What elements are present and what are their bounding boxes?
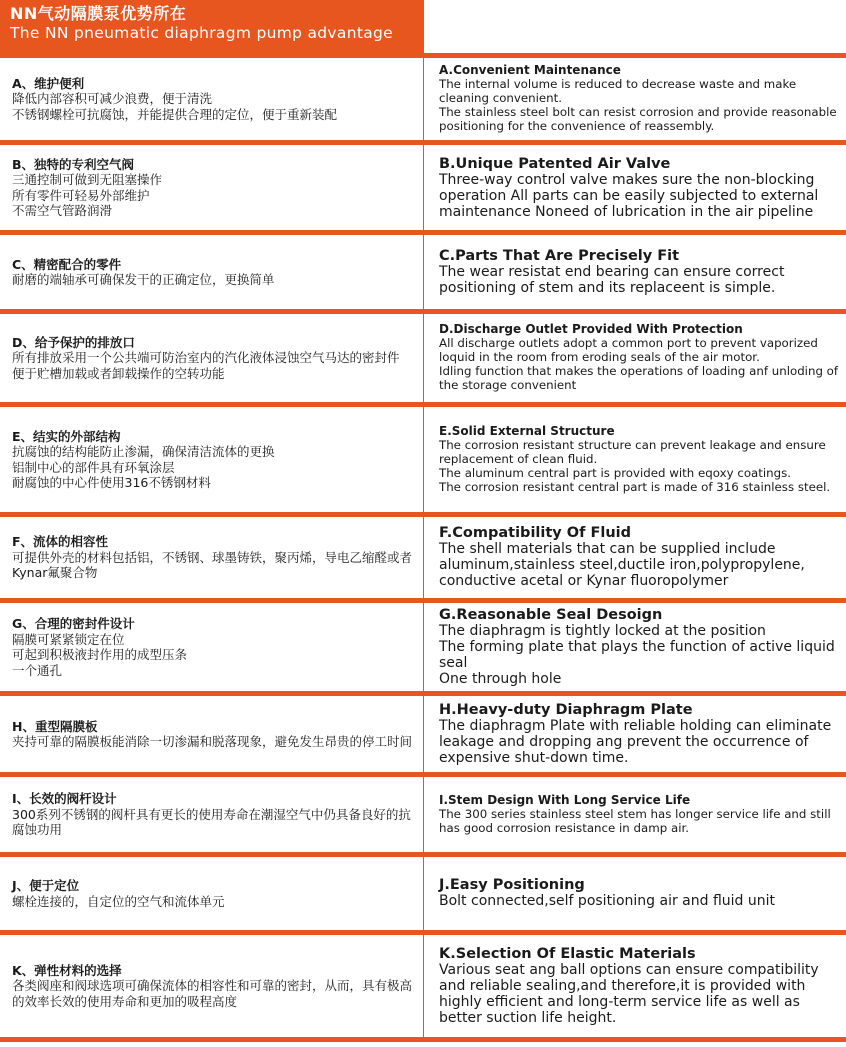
section-j-cn-body: 螺栓连接的，自定位的空气和流体单元 [12,893,225,909]
section-b-cn-body: 三通控制可做到无阻塞操作 所有零件可轻易外部维护 不需空气管路润滑 [12,172,163,218]
section-d-en-body: All discharge outlets adopt a common port to prevent vaporized loquid in the room from eroding seals of the air motor. Idling function that makes the operations of loading anf unloding of the storage convenient [439,336,839,392]
section-e-en-title: E.Solid External Structure [439,423,615,438]
divider [0,1037,846,1042]
section-g-en [439,603,844,690]
section-b-en-title: B.Unique Patented Air Valve [439,155,671,172]
section-i-en-body: The 300 series stainless steel stem has longer service life and still has good corrosion resistance in damp air. [439,806,831,835]
section-e-en [439,407,844,511]
section-b-en [439,145,844,230]
column-divider [423,53,424,1039]
section-h-en-title: H.Heavy-duty Diaphragm Plate [439,701,693,718]
section-g-cn-title: G、合理的密封件设计 [12,616,135,631]
section-d-en-title: D.Discharge Outlet Provided With Protection [439,322,743,336]
section-j-en [439,857,844,929]
section-f-en-body: The shell materials that can be supplied include aluminum,stainless steel,ductile iron,polypropylene, conductive acetal or Kynar fluoropolymer [439,541,805,589]
header-title-en: The NN pneumatic diaphragm pump advantage [10,24,393,42]
section-c-cn-body: 耐磨的端轴承可确保发干的正确定位，更换简单 [12,272,275,287]
section-k-en-title: K.Selection Of Elastic Materials [439,945,696,962]
section-f-en-title: F.Compatibility Of Fluid [439,525,632,541]
section-i-cn [12,778,414,851]
section-d-cn-body: 所有排放采用一个公共端可防治室内的汽化液体浸蚀空气马达的密封件 便于贮槽加载或者卸载操作的空转功能 [12,350,400,381]
section-k-en [439,935,844,1036]
header-title-cn: NN气动隔膜泵优势所在 [10,4,187,23]
section-j-en-title: J.Easy Positioning [439,877,585,893]
section-e-en-body: The corrosion resistant structure can prevent leakage and ensure replacement of clean fluid. The aluminum central part is provided with eqoxy coatings. The corrosion resistant central part is made of 316 stainless steel. [439,437,831,494]
section-b-cn-title: B、独特的专利空气阀 [12,156,135,172]
section-a-cn-title: A、维护便利 [12,75,85,91]
section-k-cn [12,936,414,1036]
section-f-cn-title: F、流体的相容性 [12,534,109,550]
section-g-en-title: G.Reasonable Seal Desoign [439,606,663,623]
section-e-cn [12,408,414,511]
section-g-en-body: The diaphragm is tightly locked at the position The forming plate that plays the function of active liquid seal One through hole [439,622,835,687]
section-a-en-title: A.Convenient Maintenance [439,62,621,77]
section-i-cn-body: 300系列不锈钢的阀杆具有更长的使用寿命在潮湿空气中仍具备良好的抗腐蚀功用 [12,806,411,838]
section-b-en-body: Three-way control valve makes sure the non-blocking operation All parts can be easily subjected to external maintenance Noneed of lubrication in the air pipeline [439,171,819,220]
section-h-en-body: The diaphragm Plate with reliable holding can eliminate leakage and dropping ang prevent the occurrence of expensive shut-down time. [439,717,832,766]
section-k-cn-body: 各类阀座和阀球选项可确保流体的相容性和可靠的密封，从而，具有极高的效率长效的使用寿命和更加的吸程高度 [12,978,413,1009]
section-h-cn-title: H、重型隔膜板 [12,718,98,734]
section-h-en [439,696,844,771]
section-c-en [439,235,844,308]
section-c-cn [12,236,414,308]
section-c-en-body: The wear resistat end bearing can ensure correct positioning of stem and its replaceent is simple. [439,263,785,296]
section-h-cn-body: 夹持可靠的隔膜板能消除一切渗漏和脱落现象，避免发生昂贵的停工时间 [12,734,413,749]
section-a-en-body: The internal volume is reduced to decrease waste and make cleaning convenient. The stainless steel bolt can resist corrosion and provide reasonable positioning for the convenience of reassembly. [439,76,837,133]
page-header [0,0,424,53]
section-f-cn [12,518,414,597]
section-i-en-title: I.Stem Design With Long Service Life [439,792,691,807]
section-d-cn [12,315,414,401]
section-j-en-body: Bolt connected,self positioning air and fluid unit [439,893,775,909]
section-e-cn-body: 抗腐蚀的结构能防止渗漏，确保清洁流体的更换 铝制中心的部件具有环氧涂层 耐腐蚀的中心件使用316不锈钢材料 [12,444,275,490]
section-h-cn [12,697,414,771]
section-k-en-body: Various seat ang ball options can ensure compatibility and reliable sealing,and therefore,it is provided with highly efficient and long-term service life as well as better suction life height. [439,961,819,1026]
section-b-cn [12,146,414,229]
section-c-en-title: C.Parts That Are Precisely Fit [439,247,680,264]
section-c-cn-title: C、精密配合的零件 [12,256,122,272]
section-k-cn-title: K、弹性材料的选择 [12,962,122,978]
section-i-cn-title: I、长效的阀杆设计 [12,791,117,807]
section-j-cn-title: J、便于定位 [12,878,80,893]
section-f-en [439,517,844,597]
section-g-cn [12,604,414,690]
section-a-cn-body: 降低内部容积可减少浪费，便于清洗 不锈钢螺栓可抗腐蚀，并能提供合理的定位，便于重新装配 [12,91,338,122]
section-a-en [439,58,844,138]
section-i-en [439,777,844,851]
section-a-cn [12,60,414,138]
section-f-cn-body: 可提供外壳的材料包括铝，不锈钢、球墨铸铁，聚丙烯，导电乙缩醛或者Kynar氟聚合物 [12,549,413,581]
section-e-cn-title: E、结实的外部结构 [12,428,121,444]
section-g-cn-body: 隔膜可紧紧锁定在位 可起到积极液封作用的成型压条 一个通孔 [12,631,188,678]
section-d-en [439,314,844,401]
section-d-cn-title: D、给予保护的排放口 [12,334,135,350]
section-j-cn [12,858,414,929]
